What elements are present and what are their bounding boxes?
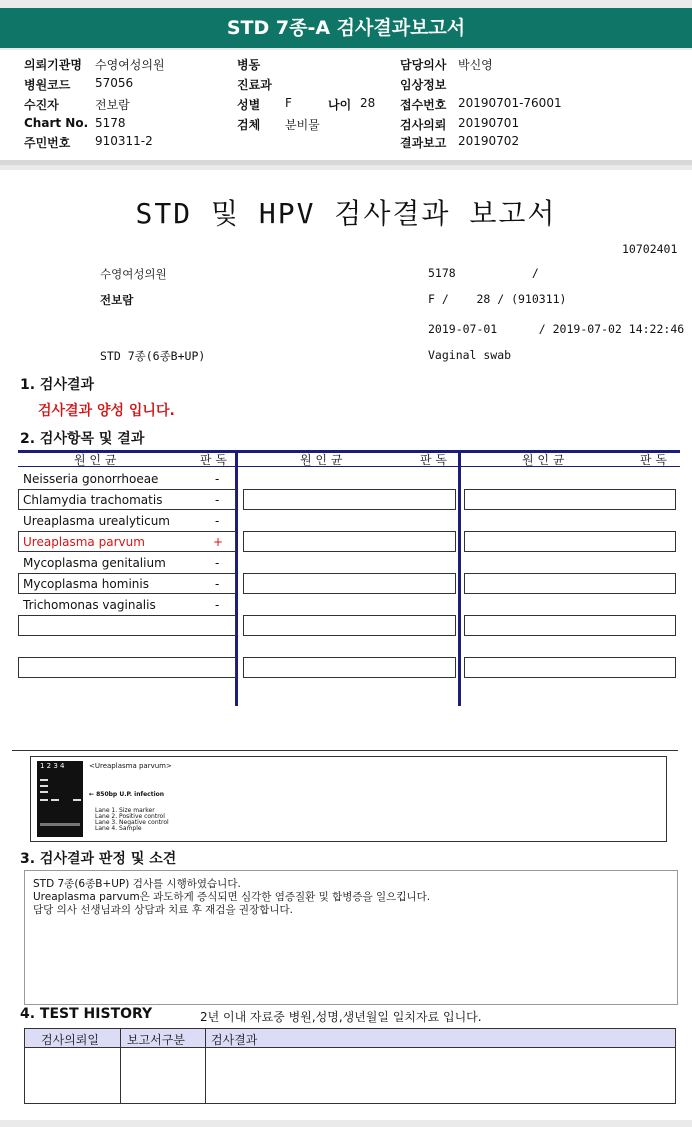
accession-value: 20190701-76001: [458, 96, 562, 110]
results-row-box: [18, 615, 236, 636]
gel-band: [51, 799, 59, 801]
history-col-result: 검사결과: [211, 1033, 258, 1047]
col-header-judgement-3: 판 독: [640, 453, 667, 467]
pathogen-name-positive: Ureaplasma parvum: [23, 535, 145, 549]
pathogen-result: -: [215, 493, 220, 507]
code-value: 57056: [95, 76, 134, 90]
report-title: STD 및 HPV 검사결과 보고서: [135, 197, 557, 230]
gel-image: [37, 761, 83, 837]
figure-lane1: Lane 1. Size marker: [95, 807, 155, 814]
pathogen-result-positive: +: [213, 535, 224, 549]
results-row-box: [243, 489, 456, 510]
results-table-header-rule: [18, 466, 680, 467]
report-value: 20190702: [458, 134, 520, 148]
opinion-line: Ureaplasma parvum은 과도하게 증식되면 심각한 염증질환 및 합병증을 일으킵니다.: [33, 891, 431, 903]
gel-band: [40, 779, 48, 781]
figure-band-note: ← 850bp U.P. infection: [89, 791, 165, 798]
rrn-value: 910311-2: [95, 134, 153, 148]
results-row-box: [464, 489, 676, 510]
gel-band: [73, 799, 81, 801]
opinion-box: [24, 870, 678, 1005]
figure-title: <Ureaplasma parvum>: [89, 762, 172, 770]
results-row-box: [464, 573, 676, 594]
section4-note: 2년 이내 자료중 병원,성명,생년월일 일치자료 입니다.: [200, 1010, 482, 1024]
section1-result: 검사결과 양성 입니다.: [38, 403, 175, 419]
section1-heading: 1. 검사결과: [20, 377, 95, 393]
doc-number: 10702401: [622, 242, 678, 256]
report-dates: 2019-07-01 / 2019-07-02 14:22:46: [428, 322, 685, 336]
sex-value: F: [285, 96, 292, 110]
pathogen-name: Chlamydia trachomatis: [23, 493, 163, 507]
section3-heading: 3. 검사결과 판정 및 소견: [20, 851, 177, 867]
col-header-pathogen-2: 원 인 균: [300, 453, 343, 467]
opinion-line: 담당 의사 선생님과의 상담과 치료 후 재검을 권장합니다.: [33, 904, 293, 916]
section2-heading: 2. 검사항목 및 결과: [20, 431, 145, 447]
code-label: 병원코드: [24, 78, 71, 92]
results-row-box: [243, 573, 456, 594]
section4-heading: 4. TEST HISTORY: [20, 1006, 153, 1022]
gel-figure: [30, 756, 667, 842]
history-header: [25, 1029, 675, 1048]
specimen-label: 검체: [237, 118, 261, 132]
results-col-sep-2: [458, 452, 461, 706]
col-header-judgement-1: 판 독: [200, 453, 227, 467]
pathogen-name: Mycoplasma hominis: [23, 577, 149, 591]
results-row-box: [464, 615, 676, 636]
report-header-title: STD 7종-A 검사결과보고서: [0, 8, 692, 48]
report-chart-line: 5178 /: [428, 266, 539, 280]
accession-label: 접수번호: [400, 98, 447, 112]
pathogen-result: -: [215, 598, 220, 612]
gel-band: [40, 799, 48, 801]
doctor-value: 박신영: [458, 58, 493, 72]
dept-label: 진료과: [237, 78, 272, 92]
pathogen-result: -: [215, 514, 220, 528]
pathogen-result: -: [215, 577, 220, 591]
results-row-box: [243, 657, 456, 678]
figure-lane2: Lane 2. Positive control: [95, 813, 165, 820]
gel-band: [40, 823, 80, 826]
report-specimen: Vaginal swab: [428, 348, 512, 362]
gel-band: [40, 785, 48, 787]
report-hospital: 수영여성의원: [100, 267, 167, 281]
hospital-value: 수영여성의원: [95, 58, 165, 72]
doctor-label: 담당의사: [400, 58, 447, 72]
report-sex-age: F / 28 / (910311): [428, 292, 567, 306]
patient-label: 수진자: [24, 98, 59, 112]
history-col-sep: [120, 1029, 121, 1103]
history-col-type: 보고서구분: [127, 1033, 185, 1047]
figure-top-rule: [12, 750, 678, 751]
col-header-pathogen-1: 원 인 균: [74, 453, 117, 467]
gel-band: [40, 791, 48, 793]
figure-lane3: Lane 3. Negative control: [95, 819, 169, 826]
history-col-date: 검사의뢰일: [41, 1033, 99, 1047]
info-divider: [0, 160, 692, 165]
report-test-name: STD 7종(6종B+UP): [100, 349, 206, 363]
opinion-line: STD 7종(6종B+UP) 검사를 시행하였습니다.: [33, 878, 241, 890]
col-header-pathogen-3: 원 인 균: [522, 453, 565, 467]
rrn-label: 주민번호: [24, 136, 71, 150]
sex-label: 성별: [237, 98, 261, 112]
history-col-sep: [205, 1029, 206, 1103]
col-header-judgement-2: 판 독: [420, 453, 447, 467]
clinical-label: 임상정보: [400, 78, 447, 92]
pathogen-name: Ureaplasma urealyticum: [23, 514, 170, 528]
history-table: [24, 1028, 676, 1104]
report-label: 결과보고: [400, 136, 447, 150]
pathogen-name: Neisseria gonorrhoeae: [23, 472, 159, 486]
pathogen-name: Mycoplasma genitalium: [23, 556, 166, 570]
report-body: [0, 170, 692, 1120]
patient-info-panel: [0, 50, 692, 165]
specimen-value: 분비물: [285, 118, 320, 132]
results-row-box: [464, 657, 676, 678]
results-row-box: [243, 615, 456, 636]
gel-lane-numbers: 1 2 3 4: [40, 762, 65, 770]
chart-label: Chart No.: [24, 116, 89, 130]
results-row-box: [464, 531, 676, 552]
pathogen-name: Trichomonas vaginalis: [23, 598, 156, 612]
chart-value: 5178: [95, 116, 126, 130]
pathogen-result: -: [215, 556, 220, 570]
request-value: 20190701: [458, 116, 520, 130]
report-patient: 전보람: [100, 293, 134, 307]
results-table-top: [18, 450, 680, 453]
results-row-box: [18, 657, 236, 678]
hospital-label: 의뢰기관명: [24, 58, 82, 72]
request-label: 검사의뢰: [400, 118, 447, 132]
results-row-box: [243, 531, 456, 552]
pathogen-result: -: [215, 472, 220, 486]
age-value: 28: [360, 96, 376, 110]
ward-label: 병동: [237, 58, 261, 72]
age-label: 나이: [328, 98, 352, 112]
figure-lane4: Lane 4. Sample: [95, 825, 142, 832]
patient-value: 전보람: [95, 98, 130, 112]
